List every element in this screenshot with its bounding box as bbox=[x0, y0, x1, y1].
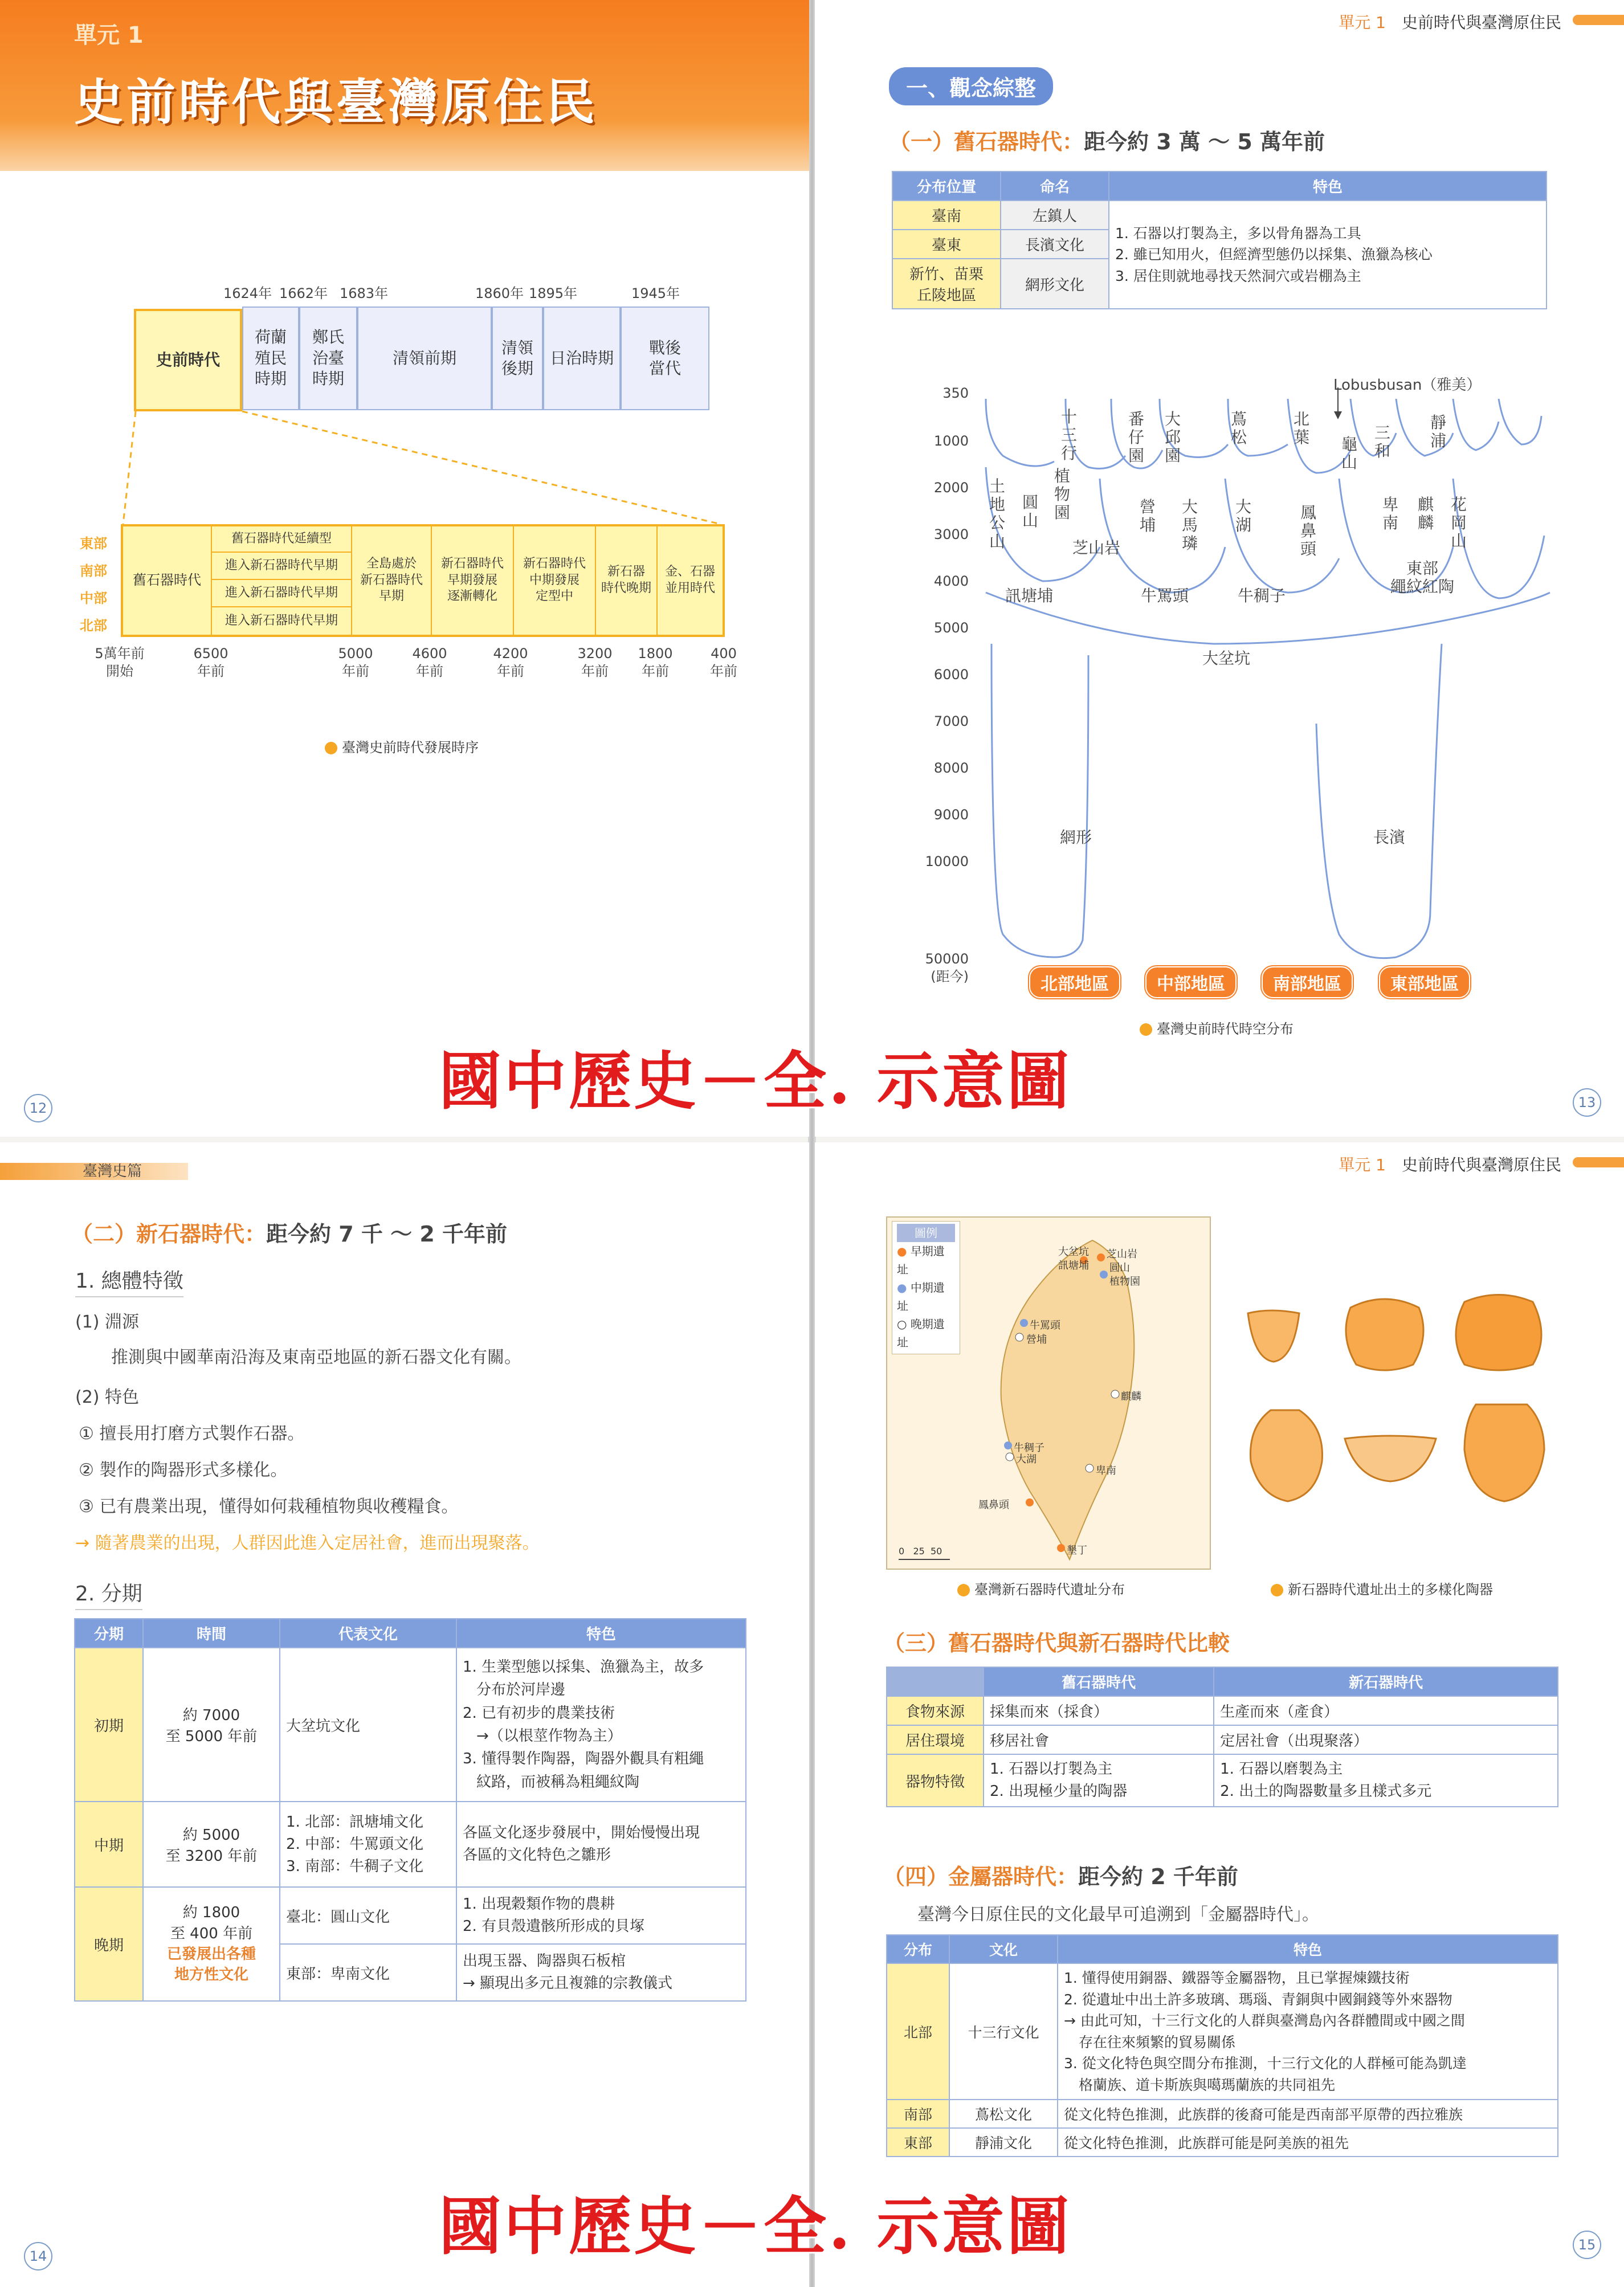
header-bar bbox=[1573, 1157, 1624, 1167]
culture-label: 卑 南 bbox=[1382, 495, 1399, 533]
figure-caption: 臺灣史前時代發展時序 bbox=[325, 736, 479, 756]
culture-label: 圓 山 bbox=[1022, 493, 1039, 530]
map-label: 卑南 bbox=[1096, 1465, 1116, 1477]
culture-label: 營 埔 bbox=[1140, 497, 1156, 535]
culture-label: 鳳 鼻 頭 bbox=[1300, 503, 1317, 559]
map-label: 麒麟 bbox=[1121, 1391, 1141, 1403]
year-label: 1624年 bbox=[223, 285, 272, 301]
paleolithic-table: 分布位置 命名 特色 臺南 左鎮人 1. 石器以打製為主，多以骨角器為工具 2. 雖已知用火，但經濟型態仍以採集、漁獵為核心 3. 居住則就地尋找天然洞穴或岩棚為主 臺東 長濱文化 新竹、苗栗 丘陵地區 網形文化 bbox=[892, 171, 1547, 309]
watermark-text: 國中歷史－全. 示意圖 bbox=[439, 1044, 1072, 1118]
bottom-year: 3200 年前 bbox=[577, 646, 613, 680]
culture-label: 東部 繩紋紅陶 bbox=[1390, 559, 1455, 597]
bottom-year: 5萬年前 開始 bbox=[95, 646, 145, 680]
watermark-text: 國中歷史－全. 示意圖 bbox=[439, 2190, 1072, 2263]
stage-cell: 新石器 時代晚期 bbox=[595, 526, 656, 635]
region-tag-east: 東部地區 bbox=[1379, 966, 1470, 998]
map-label: 植物園 bbox=[1109, 1276, 1140, 1288]
culture-label: 大 湖 bbox=[1235, 497, 1252, 535]
neolithic-site-map bbox=[886, 1216, 1211, 1570]
y-axis-labels: 350 1000 2000 3000 4000 5000 6000 7000 8000 9000 10000 50000 (距今) bbox=[925, 385, 969, 985]
paleolithic-cell: 舊石器時代 bbox=[133, 572, 201, 589]
culture-label: 靜 浦 bbox=[1430, 413, 1447, 451]
map-label: 芝山岩 bbox=[1107, 1248, 1137, 1260]
lobusbusan-label: Lobusbusan（雅美） bbox=[1333, 377, 1482, 394]
period-postwar: 戰後 當代 bbox=[621, 307, 709, 410]
sub-heading: 1. 總體特徵 bbox=[75, 1265, 183, 1297]
period-qing-late: 清領 後期 bbox=[492, 307, 543, 410]
bullet-icon bbox=[957, 1584, 970, 1596]
metal-age-table: 分布 文化 特色 北部 十三行文化 1. 懂得使用銅器、鐵器等金屬器物，且已掌握煉鐵技術 2. 從遺址中出土許多玻璃、瑪瑙、青銅與中國銅錢等外來器物 → 由此可知，十三行文化的人群與臺灣島內各群體間或中國之間 存在往來頻繁的貿易關係 3. 從文化特色與空間分布推測，十三行文化的人群極可能為凱達 格蘭族、道卡斯族與噶瑪蘭族的共同祖先 南部 蔦松文化 從文化特色推測，此族群的後裔可能是西南部平原帶的西拉雅族 東部 靜浦文化 從文化特色推測，此族群可能是阿美族的祖先 bbox=[886, 1934, 1558, 2157]
culture-label: 花 岡 山 bbox=[1451, 495, 1467, 551]
bullet-icon bbox=[1140, 1023, 1152, 1036]
period-prehistoric: 史前時代 bbox=[134, 309, 242, 411]
paleo-extended-cell: 舊石器時代延續型 bbox=[211, 526, 351, 553]
pottery-illustrations bbox=[1237, 1290, 1578, 1541]
running-header: 臺灣史篇 bbox=[83, 1163, 142, 1180]
bullet-icon bbox=[1271, 1584, 1283, 1596]
bottom-year: 4600 年前 bbox=[412, 646, 447, 680]
stage-cell: 全島處於 新石器時代 早期 bbox=[351, 526, 431, 635]
section-heading: （三）舊石器時代與新石器時代比較 bbox=[883, 1631, 1230, 1656]
figure-caption: 臺灣新石器時代遺址分布 bbox=[957, 1578, 1125, 1598]
map-label: 牛稠子 bbox=[1014, 1442, 1044, 1454]
map-label: 大湖 bbox=[1016, 1453, 1037, 1465]
culture-label: 長濱 bbox=[1373, 828, 1406, 847]
unit-label: 單元 1 bbox=[74, 22, 144, 48]
region-tag-central: 中部地區 bbox=[1145, 966, 1237, 998]
year-label: 1895年 bbox=[529, 285, 578, 301]
culture-label: 十 三 行 bbox=[1061, 407, 1078, 463]
map-label: 圓山 bbox=[1109, 1262, 1130, 1274]
list-item: ① 擅長用打磨方式製作石器。 bbox=[79, 1424, 305, 1444]
culture-label: 三 和 bbox=[1374, 423, 1391, 461]
bullet-icon bbox=[325, 742, 337, 754]
map-label: 牛罵頭 bbox=[1030, 1320, 1060, 1332]
culture-label: 北 葉 bbox=[1294, 410, 1310, 447]
map-label: 鳳鼻頭 bbox=[978, 1499, 1009, 1511]
list-item: ③ 已有農業出現，懂得如何栽種植物與收穫糧食。 bbox=[79, 1497, 459, 1517]
page-12 bbox=[0, 0, 809, 1137]
bottom-year: 400 年前 bbox=[710, 646, 737, 680]
stage-cell: 新石器時代 中期發展 定型中 bbox=[513, 526, 595, 635]
list-item: (1) 淵源 bbox=[75, 1312, 140, 1332]
bottom-year: 1800 年前 bbox=[638, 646, 673, 680]
year-label: 1860年 bbox=[475, 285, 524, 301]
early-neolithic-cell: 進入新石器時代早期 bbox=[211, 580, 351, 607]
period-dutch: 荷蘭 殖民 時期 bbox=[242, 307, 299, 410]
neolithic-table: 分期 時間 代表文化 特色 初期 約 7000 至 5000 年前 大坌坑文化 1. 生業型態以採集、漁獵為主，故多 分布於河岸邊 2. 已有初步的農業技術 →（以根莖作物為主） 3. 懂得製作陶器，陶器外觀具有粗繩 紋路，而被稱為粗繩紋陶 中期 約 5000 至 3200 年前 1. 北部：訊塘埔文化 2. 中部：牛罵頭文化 3. 南部：牛稠子文化 各區文化逐步發展中，開始慢慢出現 各區的文化特色之雛形 晚期 約 1800 至 400 年前 已發展出各種 地方性文化 臺北：圓山文化 1. 出現穀類作物的農耕 2. 有貝殼遺骸所形成的貝塚 東部：卑南文化 出現玉器、陶器與石板棺 → 顯現出多元且複雜的宗教儀式 bbox=[74, 1618, 746, 2002]
stage-cell: 新石器時代 早期發展 逐漸轉化 bbox=[431, 526, 513, 635]
culture-label: 植 物 園 bbox=[1054, 467, 1071, 522]
culture-label: 土 地 公 山 bbox=[989, 477, 1006, 551]
page-number: 15 bbox=[1573, 2231, 1601, 2259]
section-heading: （二）新石器時代：距今約 7 千 ～ 2 千年前 bbox=[71, 1222, 508, 1247]
period-qing-early: 清領前期 bbox=[357, 307, 492, 410]
feature-line: 3. 居住則就地尋找天然洞穴或岩棚為主 bbox=[1115, 267, 1361, 284]
culture-label: 龜 山 bbox=[1341, 435, 1358, 472]
comparison-table: 舊石器時代 新石器時代 食物來源 採集而來（採食） 生產而來（產食） 居住環境 移居社會 定居社會（出現聚落） 器物特徵 1. 石器以打製為主 2. 出現極少量的陶器 1. 石器以磨製為主 2. 出土的陶器數量多且樣式多元 bbox=[886, 1667, 1558, 1807]
map-label: 大坌坑 bbox=[1058, 1246, 1089, 1258]
page-14 bbox=[0, 1142, 809, 2287]
region-tag-north: 北部地區 bbox=[1029, 966, 1120, 998]
year-label: 1945年 bbox=[631, 285, 680, 301]
conclusion-arrow: → 隨著農業的出現，人群因此進入定居社會，進而出現聚落。 bbox=[75, 1533, 540, 1553]
page-number: 12 bbox=[24, 1094, 52, 1122]
map-legend: 圖例 ● 早期遺址 ● 中期遺址 ○ 晚期遺址 bbox=[892, 1221, 960, 1354]
culture-label: 大坌坑 bbox=[1202, 649, 1251, 668]
bottom-year: 5000 年前 bbox=[338, 646, 373, 680]
year-label: 1662年 bbox=[279, 285, 328, 301]
period-japanese: 日治時期 bbox=[543, 307, 621, 410]
culture-label: 大 邱 園 bbox=[1165, 410, 1181, 465]
map-scale: 0 25 50 bbox=[899, 1546, 942, 1557]
culture-label: 網形 bbox=[1060, 828, 1092, 847]
chapter-title: 史前時代與臺灣原住民 bbox=[74, 74, 598, 131]
figure-caption: 新石器時代遺址出土的多樣化陶器 bbox=[1271, 1578, 1493, 1598]
stage-cell: 金、石器 並用時代 bbox=[656, 526, 723, 635]
culture-label: 牛稠子 bbox=[1238, 586, 1286, 605]
list-item: ② 製作的陶器形式多樣化。 bbox=[79, 1460, 288, 1480]
culture-label: 麒 麟 bbox=[1418, 495, 1434, 533]
culture-label: 芝山岩 bbox=[1072, 538, 1121, 557]
page-number: 13 bbox=[1573, 1088, 1601, 1117]
map-label: 訊塘埔 bbox=[1058, 1260, 1089, 1272]
culture-label: 番 仔 園 bbox=[1128, 410, 1145, 465]
sub-heading: 2. 分期 bbox=[75, 1578, 142, 1610]
page-13 bbox=[815, 0, 1624, 1137]
paragraph: 推測與中國華南沿海及東南亞地區的新石器文化有關。 bbox=[111, 1347, 521, 1367]
page-15 bbox=[815, 1142, 1624, 2287]
year-label: 1683年 bbox=[340, 285, 389, 301]
culture-label: 蔦 松 bbox=[1231, 410, 1247, 447]
paragraph: 臺灣今日原住民的文化最早可追溯到「金屬器時代」。 bbox=[917, 1905, 1319, 1925]
region-tag-south: 南部地區 bbox=[1262, 966, 1353, 998]
figure-caption: 臺灣史前時代時空分布 bbox=[1140, 1018, 1294, 1038]
running-header: 單元 1 史前時代與臺灣原住民 bbox=[1339, 1155, 1561, 1174]
running-header: 單元 1 史前時代與臺灣原住民 bbox=[1339, 13, 1561, 32]
map-label: 營埔 bbox=[1026, 1334, 1047, 1346]
bottom-year: 4200 年前 bbox=[493, 646, 528, 680]
map-label: 墾丁 bbox=[1067, 1545, 1087, 1557]
section-heading: （四）金屬器時代：距今約 2 千年前 bbox=[883, 1864, 1238, 1889]
culture-label: 牛罵頭 bbox=[1141, 586, 1189, 605]
feature-line: 1. 石器以打製為主，多以骨角器為工具 bbox=[1115, 224, 1361, 242]
culture-label: 訊塘埔 bbox=[1005, 586, 1054, 605]
list-item: (2) 特色 bbox=[75, 1387, 140, 1407]
culture-label: 大 馬 璘 bbox=[1182, 497, 1198, 553]
feature-line: 2. 雖已知用火，但經濟型態仍以採集、漁獵為核心 bbox=[1115, 246, 1433, 263]
early-neolithic-cell: 進入新石器時代早期 bbox=[211, 607, 351, 635]
section-pill: 一、觀念綜整 bbox=[889, 67, 1053, 105]
region-labels: 東部 南部 中部 北部 bbox=[80, 536, 107, 634]
early-neolithic-cell: 進入新石器時代早期 bbox=[211, 553, 351, 580]
period-koxinga: 鄭氏 治臺 時期 bbox=[299, 307, 357, 410]
bottom-year: 6500 年前 bbox=[193, 646, 228, 680]
section-heading: （一）舊石器時代：距今約 3 萬 ～ 5 萬年前 bbox=[889, 129, 1325, 154]
page-number: 14 bbox=[24, 2242, 52, 2270]
